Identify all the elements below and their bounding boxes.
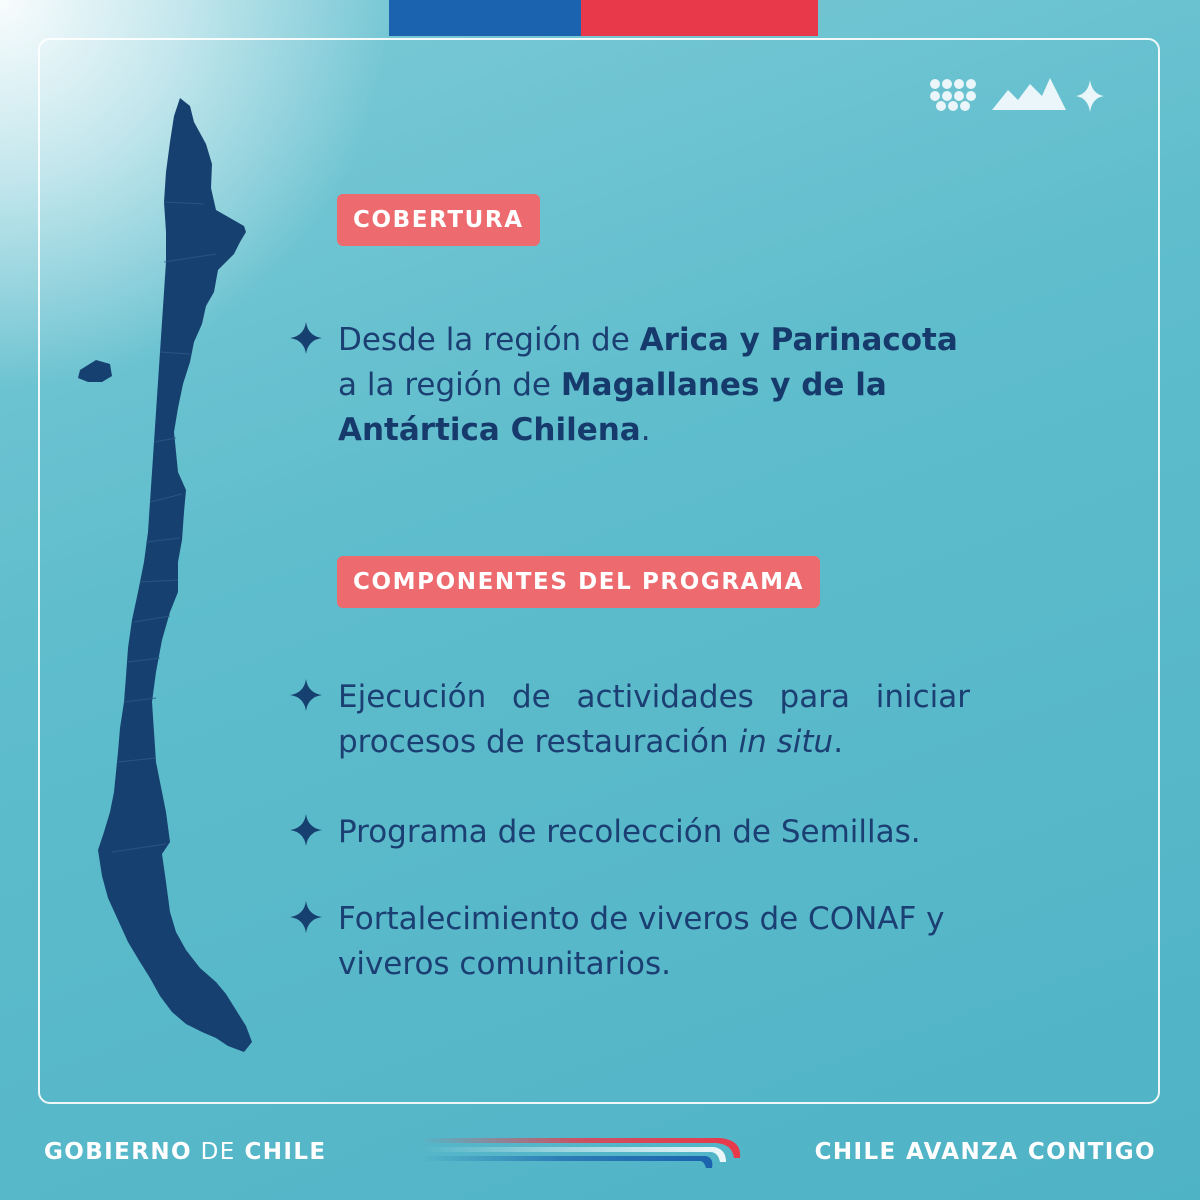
- coverage-text-part-1: Desde la región de: [338, 322, 640, 358]
- footer-word-3: CHILE: [244, 1139, 327, 1165]
- coverage-text-part-2: a la región de: [338, 367, 561, 403]
- footer-gobierno: [44, 1136, 327, 1168]
- coverage-item: [288, 318, 1000, 453]
- component-1-end: .: [833, 724, 844, 760]
- coverage-region-start: Arica y Parinacota: [639, 322, 958, 358]
- flag-swoosh-icon: [420, 1128, 750, 1172]
- component-3-text: Fortalecimiento de viveros de CONAF y viveros comunitarios.: [338, 901, 945, 982]
- component-item: [288, 897, 1000, 987]
- footer-word-1: GOBIERNO: [44, 1139, 192, 1165]
- component-1-italic: in situ: [738, 724, 834, 760]
- coverage-text-part-3: .: [640, 412, 651, 448]
- chile-map-icon: [66, 92, 266, 1062]
- footer-slogan: CHILE AVANZA CONTIGO: [814, 1139, 1156, 1165]
- four-point-star-icon: [288, 899, 324, 935]
- four-point-star-icon: [288, 320, 324, 356]
- coverage-text: [338, 318, 1000, 453]
- four-point-star-icon: [288, 677, 324, 713]
- flag-stripe-red: [581, 0, 818, 36]
- dots-mountains-star-logo-icon: [926, 74, 1108, 114]
- coverage-region-end: Magallanes y de la Antártica Chilena: [338, 367, 887, 448]
- component-2-text: Programa de recolección de Semillas.: [338, 814, 921, 850]
- flag-stripe-blue: [389, 0, 581, 36]
- component-text: [338, 675, 970, 765]
- component-item: [288, 675, 1000, 765]
- four-point-star-icon: [288, 812, 324, 848]
- footer-word-2: DE: [200, 1139, 236, 1165]
- component-item: [288, 810, 1000, 855]
- componentes-tag: COMPONENTES DEL PROGRAMA: [337, 556, 820, 608]
- component-1-text: Ejecución de actividades para iniciar procesos de restauración: [338, 679, 970, 760]
- cobertura-tag: COBERTURA: [337, 194, 540, 246]
